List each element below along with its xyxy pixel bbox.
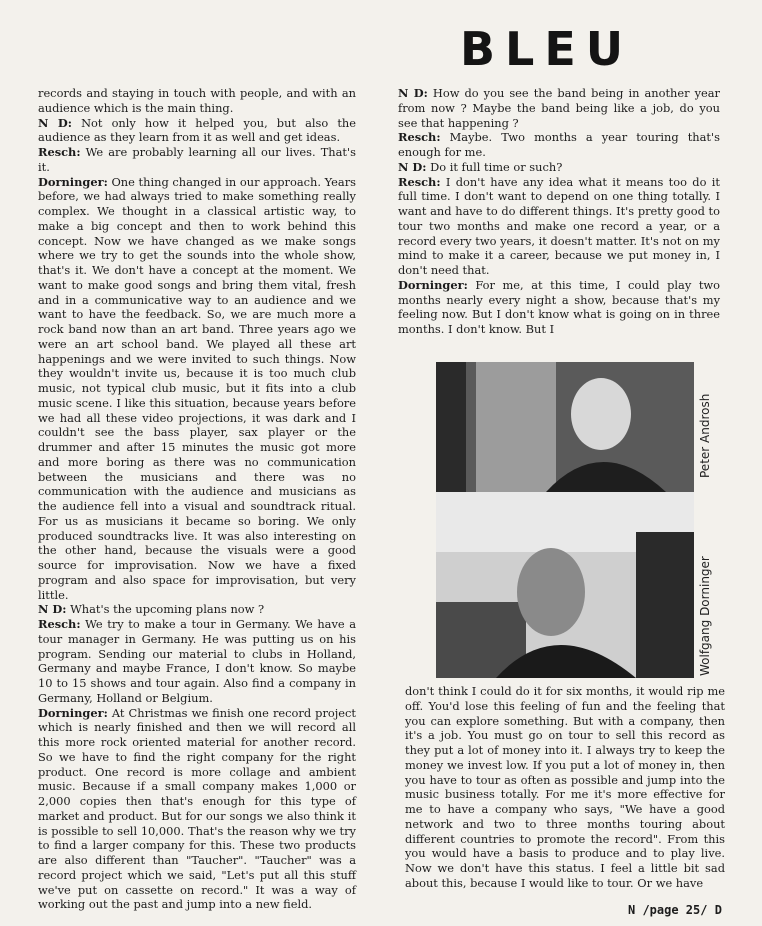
paragraph <box>38 86 356 116</box>
paragraph <box>398 175 720 278</box>
paragraph-text: Maybe. Two months a year touring that's enough for me. <box>398 130 720 159</box>
page-footer: N /page 25/ D <box>628 903 722 917</box>
portrait-photo <box>436 492 694 678</box>
photo-caption: Peter Androsh <box>698 393 712 478</box>
paragraph <box>38 617 356 706</box>
speaker-label: Resch: <box>38 617 81 631</box>
paragraph <box>398 86 720 130</box>
paragraph-text: don't think I could do it for six months, it would rip me off. You'd lose this feeling of fun and the feeling that you can explore something. But with a company, then it's a job. You must go on tour to sell this record as they put a lot of money into it. I always try to keep the money we invest low. If you put a lot of money in, then you have to tour as often as possible and jump into the music business totally. For me it's more effective for me to have a company who says, "We have a good network and two to three months touring about different countries to promote the record". From this you would have a basis to produce and to play live. Now we don't have this status. I feel a little bit sad about this, because I would like to tour. Or we have <box>405 684 725 890</box>
right-column-bottom <box>405 684 725 891</box>
speaker-label: Resch: <box>38 145 81 159</box>
paragraph <box>398 130 720 160</box>
speaker-label: N D: <box>398 159 427 174</box>
paragraph <box>398 160 720 175</box>
paragraph-text: Not only how it helped you, but also the audience as they learn from it as well and get ideas. <box>38 115 356 145</box>
speaker-label: Resch: <box>398 130 441 145</box>
masthead-title: BLEU <box>460 22 634 76</box>
paragraph-text: For me, at this time, I could play two months nearly every night a show, because that's my feeling now. But I don't know what is going on in three months. I don't know. But I <box>398 277 721 336</box>
speaker-label: N D: <box>38 115 72 130</box>
paragraph-text: We are probably learning all our lives. That's it. <box>38 145 356 174</box>
speaker-label: Dorninger: <box>38 174 108 189</box>
paragraph-text: We try to make a tour in Germany. We have a tour manager in Germany. He was putting us on his program. Sending our material to clubs in Holland, Germany and maybe France, I don't know. So maybe 10 to 15 shows and tour again. Also find a company in Germany, Holland or Belgium. <box>38 617 356 705</box>
paragraph <box>38 706 356 913</box>
paragraph-text: One thing changed in our approach. Years before, we had always tried to make something really complex. We thought in a classical artistic way, to make a big concept and then to work behind this concept. Now we have changed as we make songs where we try to get the sounds into the whole show, that's it. We don't have a concept at the moment. We want to make good songs and bring them vital, fresh and in a communicative way to an audience and we want to have the feedback. So, we are much more a rock band now than an art band. Three years ago we were an art school band. We played all these art happenings and we were invited to such things. Now they wouldn't invite us, because it is too much club music, not typical club music, but it fits into a club music scene. I like this situation, because years before we had all these video projections, it was dark and I couldn't see the bass player, sax player or the drummer and after 15 minutes the music got more and more boring as there was no communication between the musicians and there was no communication with the audience and musicians as the audience fell into a visual and soundtrack ritual. For us as musicians it became so boring. We only produced soundtracks live. It was also interesting on the other hand, because the visuals were a good source for improvisation. Now we have a fixed program and also space for improvisation, but very little. <box>38 174 357 602</box>
speaker-label: Dorninger: <box>398 277 468 292</box>
speaker-label: N D: <box>38 602 67 617</box>
paragraph-text: At Christmas we finish one record project which is nearly finished and then we will record all this more rock oriented material for another record. So we have to find the right company for the right product. One record is more collage and ambient music. Because if a small company makes 1,000 or 2,000 copies then that's enough for this type of market and product. But for our songs we also think it is possible to sell 10,000. That's the reason why we try to find a larger company for this. These two products are also different than "Taucher". "Taucher" was a record project which we said, "Let's put all this stuff we've put on cassette on record." It was a way of working out the past and jump into a new field. <box>38 705 356 912</box>
paragraph <box>405 684 725 891</box>
photo-caption: Wolfgang Dorninger <box>698 556 712 676</box>
paragraph <box>38 116 356 146</box>
photo-peter-androsh <box>436 362 694 492</box>
speaker-label: N D: <box>398 86 428 100</box>
portrait-photo <box>436 362 694 492</box>
paragraph <box>398 278 720 337</box>
paragraph-text: Do it full time or such? <box>430 159 563 174</box>
paragraph <box>38 175 356 603</box>
paragraph-text: I don't have any idea what it means too do it full time. I don't want to depend on one thing totally. I want and have to do different things. It's pretty good to tour two months and make one record a year, or a record every two years, it doesn't matter. It's not on my mind to make it a career, because we put money in, I don't need that. <box>398 174 720 277</box>
paragraph <box>38 602 356 617</box>
speaker-label: Dorninger: <box>38 705 108 720</box>
photo-wolfgang-dorninger <box>436 492 694 678</box>
paragraph-text: What's the upcoming plans now ? <box>70 602 265 617</box>
paragraph-text: records and staying in touch with people, and with an audience which is the main thing. <box>38 86 356 115</box>
left-column <box>38 86 356 912</box>
paragraph-text: How do you see the band being in another year from now ? Maybe the band being like a job, do you see that happening ? <box>398 86 720 130</box>
right-column-top <box>398 86 720 337</box>
paragraph <box>38 145 356 175</box>
speaker-label: Resch: <box>398 174 441 189</box>
